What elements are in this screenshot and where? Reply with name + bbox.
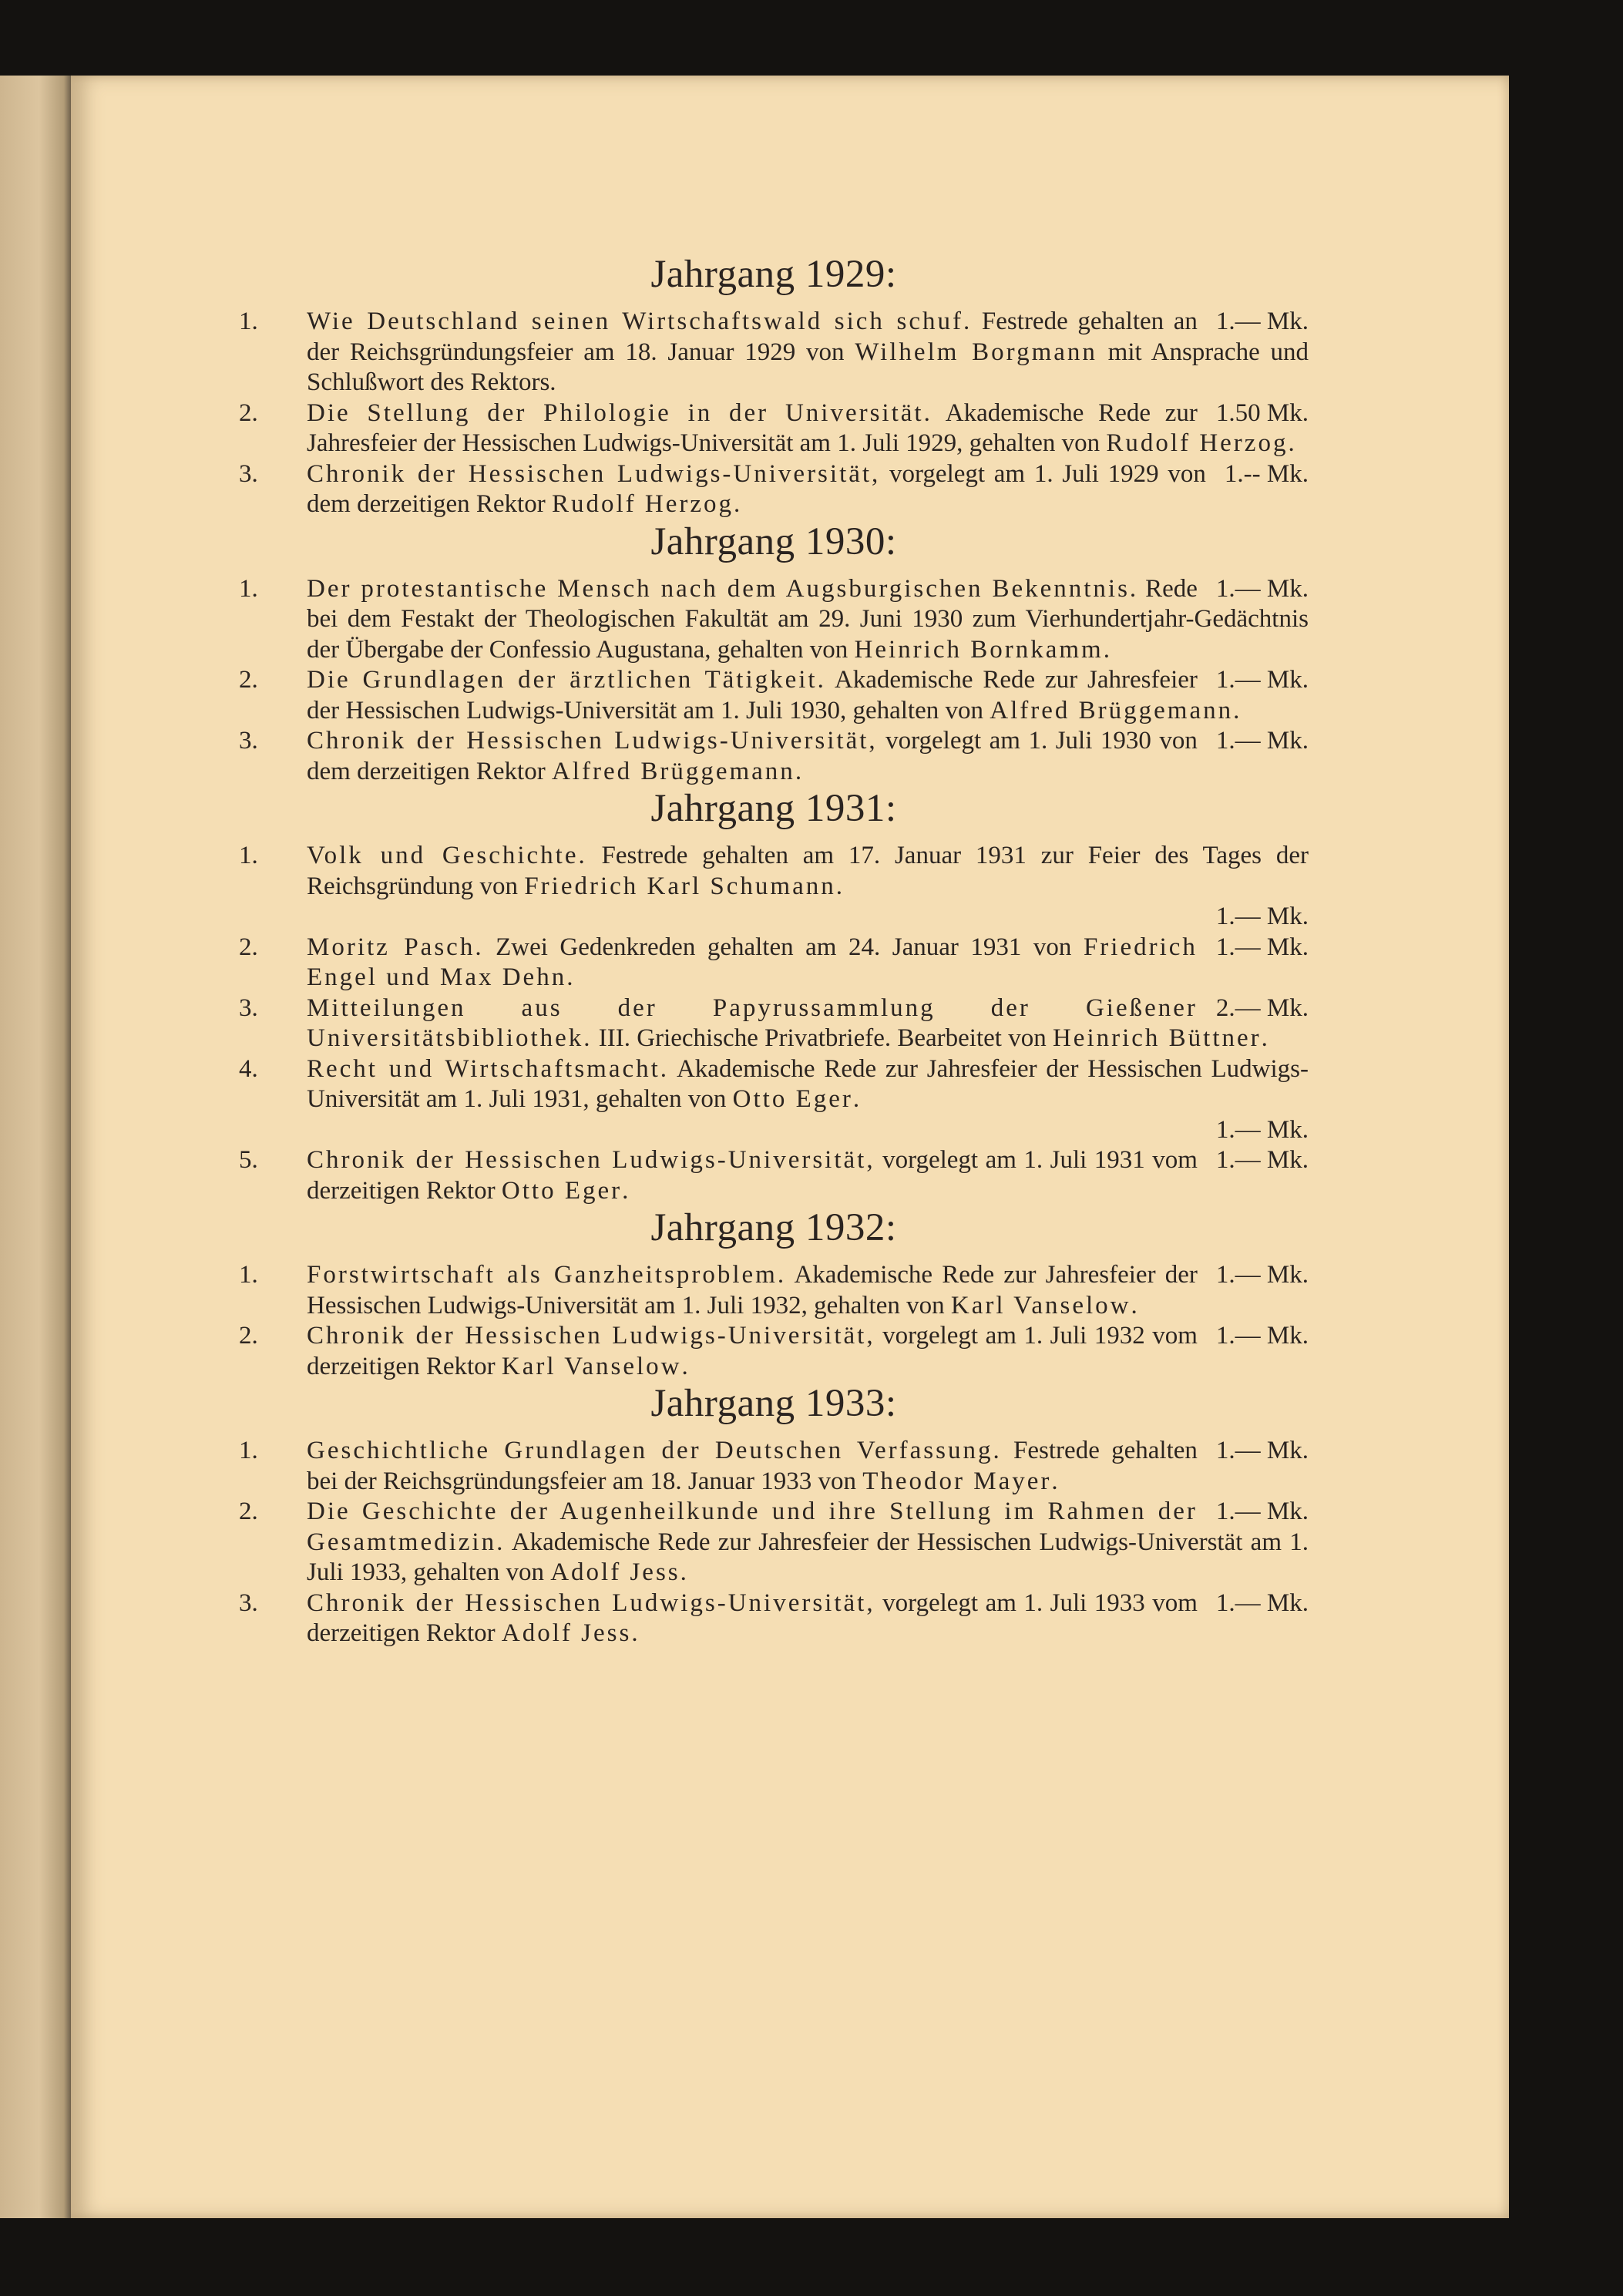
entry-price: 1.— Mk.: [1215, 574, 1309, 603]
entry-price: 1.— Mk.: [1215, 308, 1309, 336]
year-heading: Jahrgang 1933:: [650, 1382, 897, 1426]
publication-entry: [239, 398, 1309, 459]
year-heading: Jahrgang 1931:: [650, 787, 897, 831]
year-heading: Jahrgang 1929:: [650, 253, 897, 296]
publication-entry: [239, 459, 1309, 520]
entry-number: 2.: [239, 1498, 258, 1526]
entry-title: Chronik der Hessischen Ludwigs-Universität,: [307, 1146, 875, 1175]
author-name: Otto Eger: [732, 1085, 853, 1114]
entry-price: 1.— Mk.: [1215, 1146, 1309, 1175]
entry-description: Rede bei dem Festakt der Theologischen Fakultät am 29. Juni 1930 zum Vierhundertjahr-Gedächtnis der Übergabe der Confessio Augustana, gehalten von: [307, 574, 1309, 664]
publication-entry: [239, 1145, 1309, 1206]
entry-description-end: .: [835, 872, 842, 900]
entry-description-end: mit Ansprache und Schlußwort des Rektors.: [307, 338, 1309, 397]
entry-description-end: .: [852, 1085, 860, 1114]
entry-number: 3.: [239, 727, 258, 755]
author-name: Wilhelm Borgmann: [855, 338, 1097, 366]
facing-page-edge: [0, 76, 71, 2218]
entry-description: vorgelegt am 1. Juli 1929 von dem derzeitigen Rektor: [307, 459, 1206, 519]
entry-title: Chronik der Hessischen Ludwigs-Universität,: [307, 727, 878, 755]
publication-entry: [239, 1436, 1309, 1497]
author-name: Rudolf Herzog: [551, 490, 734, 519]
author-name: Rudolf Herzog: [1106, 429, 1289, 458]
entry-price: 1.— Mk.: [1215, 666, 1309, 694]
author-name: Alfred Brüggemann: [551, 757, 795, 785]
entry-description: Akademische Rede zur Jahresfeier der Hessischen Ludwigs-Universität am 1. Juli 1929, gehalten von: [307, 398, 1198, 458]
entry-number: 2.: [239, 666, 258, 694]
year-section: [239, 787, 1309, 1206]
entry-number: 3.: [239, 993, 258, 1022]
year-section: [239, 253, 1309, 520]
year-section: [239, 1206, 1309, 1382]
author-name: Friedrich Karl Schumann: [524, 872, 836, 900]
entry-price: 1.— Mk.: [1215, 933, 1309, 961]
entry-price: 1.-- Mk.: [1224, 459, 1309, 488]
publication-entry: [239, 993, 1309, 1054]
entry-text: [307, 459, 1309, 520]
entry-text: [307, 1260, 1309, 1321]
entry-number: 1.: [239, 842, 258, 870]
entry-description: vorgelegt am 1. Juli 1930 von dem derzeitigen Rektor: [307, 727, 1198, 785]
year-section: [239, 520, 1309, 788]
entry-title: Wie Deutschland seinen Wirtschaftswald sich schuf.: [307, 308, 973, 336]
entry-description-end: .: [734, 490, 741, 519]
entry-title: Chronik der Hessischen Ludwigs-Universität,: [307, 1588, 875, 1617]
entry-number: 5.: [239, 1146, 258, 1175]
entry-description-end: .: [1288, 429, 1295, 458]
publication-entry: [239, 1054, 1309, 1146]
entry-description: Festrede gehalten bei der Reichsgründungsfeier am 18. Januar 1933 von: [307, 1437, 1198, 1495]
entry-description: III. Griechische Privatbriefe. Bearbeitet von: [592, 1024, 1053, 1053]
entry-price: 1.— Mk.: [1215, 1437, 1309, 1465]
entry-description: Akademische Rede zur Jahresfeier der Hessischen Ludwigs-Universität am 1. Juli 1931, gehalten von: [307, 1054, 1309, 1114]
entry-description-end: .: [1131, 1291, 1137, 1319]
entry-text: [307, 1588, 1309, 1649]
entry-price-line: [307, 902, 1309, 933]
entry-text: [307, 1497, 1309, 1588]
entry-number: 1.: [239, 1437, 258, 1465]
author-name: Karl Vanselow: [501, 1352, 682, 1380]
entry-text: [307, 1436, 1309, 1497]
entry-title: Mitteilungen aus der Papyrussammlung der Gießener Universitätsbibliothek.: [307, 993, 1198, 1053]
entry-title: Die Geschichte der Augenheilkunde und ihre Stellung im Rahmen der Gesamtmedizin.: [307, 1498, 1198, 1556]
entry-price: 1.— Mk.: [1215, 1322, 1309, 1350]
entry-price: 1.— Mk.: [1215, 1588, 1309, 1617]
entry-text: [307, 665, 1309, 726]
entry-text: [307, 307, 1309, 398]
entry-text: [307, 1054, 1309, 1115]
entry-description-end: .: [680, 1558, 687, 1587]
entry-price: 1.— Mk.: [1215, 1498, 1309, 1526]
entry-number: 1.: [239, 1261, 258, 1289]
entry-title: Chronik der Hessischen Ludwigs-Universität,: [307, 459, 881, 488]
entry-description-end: .: [681, 1352, 688, 1380]
entry-text: [307, 1145, 1309, 1206]
entry-description-end: .: [622, 1176, 629, 1205]
entry-text: [307, 841, 1309, 902]
author-name: Karl Vanselow: [950, 1291, 1131, 1319]
entry-description: Akademische Rede zur Jahresfeier der Hessischen Ludwigs-Universität am 1. Juli 1930, gehalten von: [307, 666, 1198, 724]
entry-description-end: .: [1233, 696, 1240, 724]
entry-title: Moritz Pasch.: [307, 933, 484, 961]
entry-price-line: [307, 1115, 1309, 1146]
entry-title: Die Grundlagen der ärztlichen Tätigkeit.: [307, 666, 826, 694]
entry-number: 3.: [239, 1588, 258, 1617]
entry-number: 3.: [239, 459, 258, 488]
entry-description-end: .: [631, 1619, 638, 1648]
entry-title: Chronik der Hessischen Ludwigs-Universität,: [307, 1322, 875, 1350]
publication-entry: [239, 665, 1309, 726]
entry-number: 2.: [239, 398, 258, 427]
entry-text: [307, 1321, 1309, 1382]
author-name: Heinrich Büttner: [1052, 1024, 1262, 1053]
entry-description: Festrede gehalten am 17. Januar 1931 zur Feier des Tages der Reichsgründung von: [307, 842, 1309, 900]
entry-price: 1.— Mk.: [1215, 727, 1309, 755]
author-name: Alfred Brüggemann: [990, 696, 1234, 724]
author-name: Otto Eger: [501, 1176, 623, 1205]
publication-entry: [239, 307, 1309, 398]
author-name: Theodor Mayer: [862, 1467, 1052, 1495]
entry-number: 1.: [239, 308, 258, 336]
entry-description-end: .: [795, 757, 802, 785]
publication-entry: [239, 841, 1309, 933]
year-heading: Jahrgang 1930:: [650, 519, 897, 563]
entry-text: [307, 398, 1309, 459]
publication-entry: [239, 933, 1309, 993]
entry-description: Akademische Rede zur Jahresfeier der Hessischen Ludwigs-Universtät am 1. Juli 1933, gehalten von: [307, 1528, 1309, 1587]
entry-description-end: .: [1103, 635, 1110, 664]
publication-list: [239, 253, 1309, 1649]
entry-text: [307, 993, 1309, 1054]
entry-number: 2.: [239, 1322, 258, 1350]
entry-number: 2.: [239, 933, 258, 961]
entry-description: Festrede gehalten an der Reichsgründungsfeier am 18. Januar 1929 von: [307, 308, 1198, 366]
author-name: Heinrich Bornkamm: [854, 635, 1104, 664]
entry-text: [307, 574, 1309, 666]
publication-entry: [239, 726, 1309, 787]
entry-description: Zwei Gedenkreden gehalten am 24. Januar 1931 von: [483, 933, 1084, 961]
entry-title: Forstwirtschaft als Ganzheitsproblem.: [307, 1261, 787, 1289]
entry-title: Die Stellung der Philologie in der Universität.: [307, 398, 932, 427]
entry-description-end: .: [1261, 1024, 1268, 1053]
entry-description: vorgelegt am 1. Juli 1931 vom derzeitigen Rektor: [307, 1146, 1198, 1205]
entry-description: vorgelegt am 1. Juli 1933 vom derzeitigen Rektor: [307, 1588, 1198, 1648]
author-name: Friedrich Engel und Max Dehn: [307, 933, 1198, 992]
publication-entry: [239, 1321, 1309, 1382]
entry-description: Akademische Rede zur Jahresfeier der Hessischen Ludwigs-Universität am 1. Juli 1932, gehalten von: [307, 1261, 1198, 1319]
entry-description-end: .: [1051, 1467, 1058, 1495]
entry-price: 1.— Mk.: [1215, 1115, 1309, 1144]
publication-entry: [239, 1588, 1309, 1649]
entry-number: 4.: [239, 1054, 258, 1083]
entry-price: 1.— Mk.: [1215, 1261, 1309, 1289]
entry-text: [307, 933, 1309, 993]
entry-description: vorgelegt am 1. Juli 1932 vom derzeitigen Rektor: [307, 1322, 1198, 1380]
year-heading: Jahrgang 1932:: [650, 1206, 897, 1250]
entry-title: Recht und Wirtschaftsmacht.: [307, 1054, 670, 1083]
entry-number: 1.: [239, 574, 258, 603]
book-page: [71, 76, 1509, 2218]
publication-entry: [239, 1497, 1309, 1588]
author-name: Adolf Jess: [550, 1558, 680, 1587]
year-section: [239, 1382, 1309, 1649]
entry-title: Geschichtliche Grundlagen der Deutschen Verfassung.: [307, 1437, 1002, 1465]
entry-price: 1.— Mk.: [1215, 903, 1309, 931]
entry-title: Der protestantische Mensch nach dem Augsburgischen Bekenntnis.: [307, 574, 1139, 603]
publication-entry: [239, 574, 1309, 666]
publication-entry: [239, 1260, 1309, 1321]
author-name: Adolf Jess: [501, 1619, 632, 1648]
entry-text: [307, 726, 1309, 787]
entry-price: 1.50 Mk.: [1215, 398, 1309, 427]
entry-title: Volk und Geschichte.: [307, 842, 587, 870]
entry-description-end: .: [566, 963, 573, 992]
entry-price: 2.— Mk.: [1215, 993, 1309, 1022]
